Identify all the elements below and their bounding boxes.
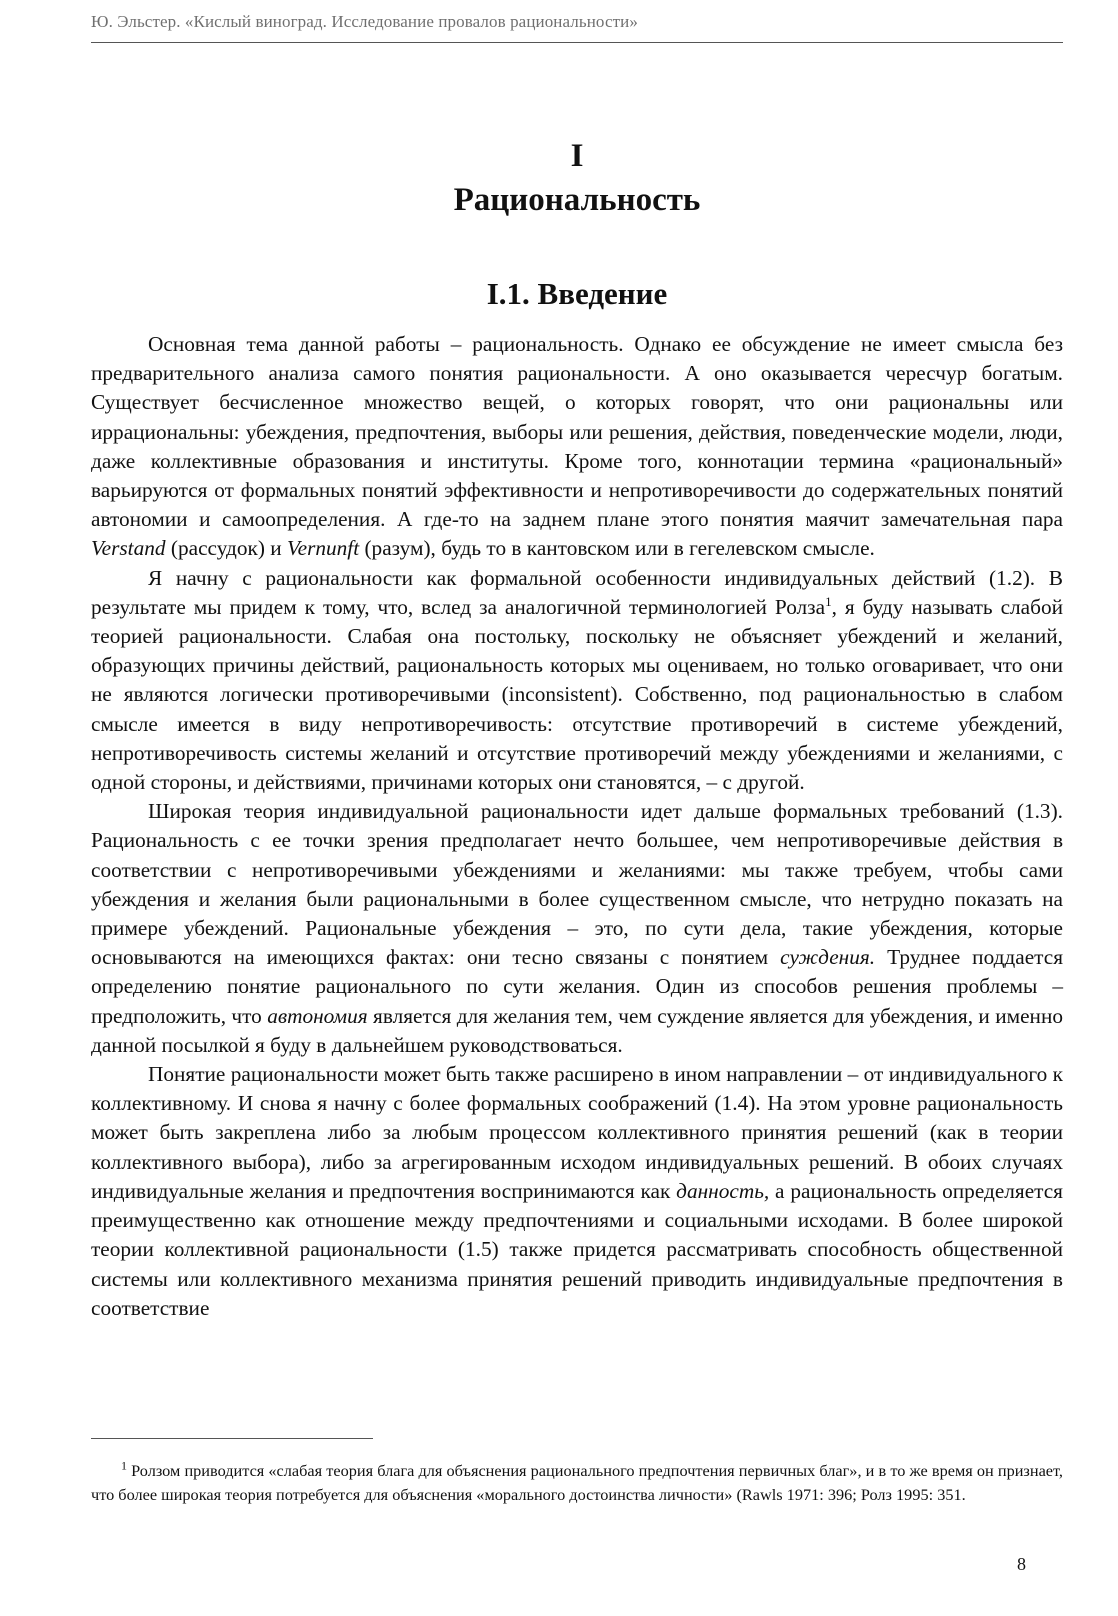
page-number: 8 <box>1017 1554 1026 1574</box>
section-title: I.1. Введение <box>486 276 668 311</box>
chapter-number: I <box>570 138 584 174</box>
paragraph-text: (рассудок) и <box>165 536 287 561</box>
paragraph-3 <box>91 797 1063 1060</box>
italic-term-autonomy: автономия <box>267 1003 368 1028</box>
footnote-reference[interactable]: 1 <box>825 593 832 609</box>
paragraph-2 <box>91 564 1063 798</box>
footnote-mark: 1 <box>121 1458 127 1473</box>
body-text <box>91 330 1063 1323</box>
paragraph-text: , я буду называть слабой теорией рациональности. Слабая она постольку, поскольку не объясняет убеждений и желаний, образующих причины действий, рациональность которых мы оцениваем, но только оговаривает, что они не являются логически противоречивыми (inconsistent). Собственно, под рациональностью в слабом смысле имеется в виду непротиворечивость: отсутствие противоречий в системе убеждений, непротиворечивость системы желаний и отсутствие противоречий между убеждениями и желаниями, с одной стороны, и действиями, причинами которых они становятся, – с другой. <box>91 594 1063 795</box>
chapter-title: Рациональность <box>453 182 701 218</box>
paragraph-text: а рациональность определяется преимущественно как отношение между предпочтениями и социальными исходами. В более широкой теории коллективной рациональности (1.5) также придется рассматривать способность общественной системы или коллективного механизма принятия решений приводить индивидуальные предпочтения в соответствие <box>91 1178 1063 1320</box>
running-header: Ю. Эльстер. «Кислый виноград. Исследование провалов рациональности» <box>91 12 638 31</box>
paragraph-text: Понятие рациональности может быть также расширено в ином направлении – от индивидуального к коллективному. И снова я начну с более формальных соображений (1.4). На этом уровне рациональность может быть закреплена либо за любым процессом коллективного принятия решений (как в теории коллективного выбора), либо за агрегированным исходом индивидуальных решений. В обоих случаях индивидуальные желания и предпочтения воспринимаются как <box>91 1062 1063 1203</box>
footnote-text: Ролзом приводится «слабая теория блага для объяснения рационального предпочтения первичных благ», и в то же время он признает, что более широкая теория потребуется для объяснения «морального достоинства личности» (Rawls 1971: 396; Ролз 1995: 351. <box>91 1461 1063 1504</box>
italic-term-givenness: данность, <box>676 1178 770 1203</box>
italic-term-verstand: Verstand <box>91 536 166 561</box>
paragraph-text: Я начну с рациональности как формальной особенности индивидуальных действий (1.2). В результате мы придем к тому, что, вслед за аналогичной терминологией Ролза <box>91 565 1063 619</box>
paragraph-text: является для желания тем, чем суждение является для убеждения, и именно данной посылкой я буду в дальнейшем руководствоваться. <box>91 1003 1063 1057</box>
paragraph-text: (разум), будь то в кантовском или в гегелевском смысле. <box>359 536 875 561</box>
italic-term-vernunft: Vernunft <box>286 536 360 561</box>
paragraph-text: Основная тема данной работы – рациональность. Однако ее обсуждение не имеет смысла без предварительного анализа самого понятия рациональности. А оно оказывается чересчур богатым. Существует бесчисленное множество вещей, о которых говорят, что они рациональны или иррациональны: убеждения, предпочтения, выборы или решения, действия, поведенческие модели, люди, даже коллективные образования и институты. Кроме того, коннотации термина «рациональный» варьируются от формальных понятий эффективности и непротиворечивости до содержательных понятий автономии и самоопределения. А где-то на заднем плане этого понятия маячит замечательная пара <box>91 332 1063 532</box>
paragraph-text: Широкая теория индивидуальной рациональности идет дальше формальных требований (1.3). Рациональность с ее точки зрения предполагает нечто большее, чем непротиворечивые действия в соответствии с непротиворечивыми убеждениями и желаниями: мы также требуем, чтобы сами убеждения и желания были рациональными в более существенном смысле, что нетрудно показать на примере убеждений. Рациональные убеждения – это, по сути дела, такие убеждения, которые основываются на имеющихся фактах: они тесно связаны с понятием <box>91 799 1063 970</box>
paragraph-text: Труднее поддается определению понятие рационального по сути желания. Один из способов решения проблемы – предположить, что <box>91 945 1063 1028</box>
italic-term-judgment: суждения. <box>780 945 876 970</box>
paragraph-4 <box>91 1060 1063 1323</box>
header-rule <box>91 42 1063 43</box>
footnote-rule <box>91 1438 373 1439</box>
footnote <box>91 1459 1063 1506</box>
paragraph-1 <box>91 330 1063 564</box>
